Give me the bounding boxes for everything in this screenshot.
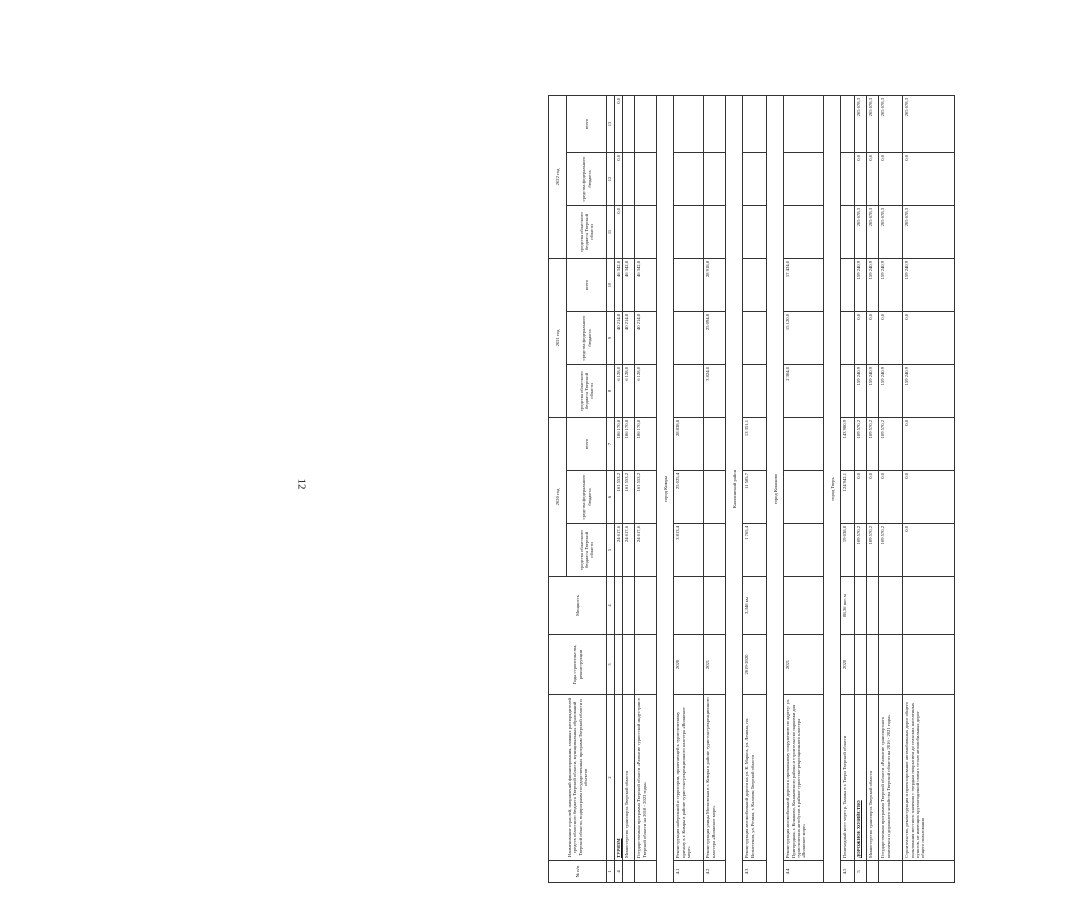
header-2021: 2021 год [549, 259, 567, 418]
value-cell: 0,0 [903, 312, 955, 365]
row-years [615, 635, 623, 695]
value-cell [743, 259, 767, 312]
row-number: 5 [855, 861, 867, 883]
row-name: Реконструкция набережной и территории, прилегающей к туристическому причалу в г. Кимры в районе туристско-рекреационного кластера «Волжское море» [674, 695, 704, 861]
row-years [903, 635, 955, 695]
column-index-cell: 12 [607, 153, 615, 206]
value-cell: 24 617,6 [615, 524, 623, 577]
value-cell: 205 678,3 [879, 96, 903, 153]
header-years: Годы строительства, реконструкции [549, 635, 607, 695]
row-number: 4 [615, 861, 623, 883]
row-power [867, 577, 879, 635]
row-years [855, 635, 867, 695]
row-power [855, 577, 867, 635]
value-cell [704, 418, 726, 471]
value-cell: 205 678,3 [903, 206, 955, 259]
row-years: 2021 [704, 635, 726, 695]
value-cell [784, 96, 824, 153]
value-cell [704, 96, 726, 153]
value-cell [674, 312, 704, 365]
header-2022-federal: средства федерального бюджета [567, 153, 607, 206]
table-row [704, 96, 726, 883]
value-cell [674, 206, 704, 259]
row-years [623, 635, 635, 695]
value-cell: 159 240,9 [867, 365, 879, 418]
value-cell: 0,0 [879, 471, 903, 524]
row-name: Государственная программа Тверской области «Развитие транспортного комплекса и дорожного хозяйства Тверской области на 2016 - 2021 годы» [879, 695, 903, 861]
table-row [841, 96, 855, 883]
table-row [635, 96, 657, 883]
value-cell: 109 570,2 [879, 524, 903, 577]
row-name: Министерство транспорта Тверской области [867, 695, 879, 861]
value-cell: 25 094,8 [704, 312, 726, 365]
row-power [674, 577, 704, 635]
value-cell [623, 96, 635, 153]
column-index-cell: 1 [607, 861, 615, 883]
value-cell: 46 342,8 [635, 259, 657, 312]
value-cell: 159 240,9 [879, 259, 903, 312]
value-cell: 28 918,8 [704, 259, 726, 312]
row-name: Реконструкция автомобильной дороги к причальному сооружению по адресу: ул. Пригородная, г. Конаково, Конаковского района и строительство парковки для туристических автобусов в районе туристско-рекреационного кластера «Волжское море» [784, 695, 824, 861]
header-power: Мощность [549, 577, 607, 635]
column-index-cell: 7 [607, 418, 615, 471]
row-power [903, 577, 955, 635]
row-number: 4.4 [784, 861, 824, 883]
row-name: Министерство транспорта Тверской области [623, 695, 635, 861]
value-cell [784, 418, 824, 471]
header-2022-total: всего [567, 96, 607, 153]
value-cell: 0,0 [879, 312, 903, 365]
value-cell [704, 471, 726, 524]
section-row [657, 96, 674, 883]
row-years: 2020 [841, 635, 855, 695]
value-cell: 0,0 [903, 471, 955, 524]
value-cell: 159 240,9 [903, 259, 955, 312]
value-cell [674, 153, 704, 206]
table-row [615, 96, 623, 883]
header-2022: 2022 год [549, 96, 567, 259]
section-title: город Конаково [767, 96, 784, 883]
value-cell [784, 524, 824, 577]
value-cell: 124 942,1 [841, 471, 855, 524]
row-name: Государственная программа Тверской области «Развитие туристской индустрии в Тверской области на 2018 - 2023 годы» [635, 695, 657, 861]
header-no: № п/п [549, 861, 607, 883]
value-cell: 109 570,2 [867, 524, 879, 577]
value-cell: 205 678,3 [867, 96, 879, 153]
value-cell: 109 570,2 [855, 418, 867, 471]
value-cell [743, 206, 767, 259]
value-cell: 40 214,8 [635, 312, 657, 365]
value-cell: 0,0 [855, 153, 867, 206]
value-cell: 159 240,9 [867, 259, 879, 312]
value-cell: 40 214,8 [623, 312, 635, 365]
row-number [635, 861, 657, 883]
column-index-cell: 2 [607, 695, 615, 861]
value-cell: 3 824,0 [704, 365, 726, 418]
table-row [867, 96, 879, 883]
row-number [879, 861, 903, 883]
page-number: 12 [295, 478, 308, 490]
column-index-cell: 11 [607, 206, 615, 259]
value-cell: 109 570,2 [879, 418, 903, 471]
row-name: Реконструкция улицы Московская в г. Кимры в районе туристско-рекреационного кластера «Волжское море» [704, 695, 726, 861]
value-cell [841, 96, 855, 153]
row-number: 4.1 [674, 861, 704, 883]
value-cell [743, 153, 767, 206]
column-index-cell: 13 [607, 96, 615, 153]
value-cell: 13 351,1 [743, 418, 767, 471]
row-name: Реконструкция автомобильной дороги на ул. К. Маркса, ул. Ленина, пл. Вознесения, ул. Речная, г. Калязин Тверской области [743, 695, 767, 861]
value-cell: 24 617,6 [623, 524, 635, 577]
section-title: город Тверь [824, 96, 841, 883]
value-cell [623, 153, 635, 206]
section-title: город Кимры [657, 96, 674, 883]
row-power [784, 577, 824, 635]
table-row [743, 96, 767, 883]
value-cell: 25 025,4 [674, 471, 704, 524]
value-cell [704, 153, 726, 206]
value-cell: 19 038,8 [841, 524, 855, 577]
value-cell: 159 240,9 [879, 365, 903, 418]
table-row [903, 96, 955, 883]
column-index-row [607, 96, 615, 883]
row-number: 4.3 [743, 861, 767, 883]
header-2022-regional: средства областного бюджета Тверской области [567, 206, 607, 259]
value-cell: 159 240,9 [855, 365, 867, 418]
row-name: ДОРОЖНОЕ ХОЗЯЙСТВО [855, 695, 867, 861]
header-2021-federal: средства федерального бюджета [567, 312, 607, 365]
row-name: Строительство, реконструкция и проектирование автомобильных дорог общего пользования местного значения с твердым покрытием до сельских населенных пунктов, не имеющих круглогодичной связи с сетью автомобильных дорог общего пользования [903, 695, 955, 861]
value-cell: 0,0 [615, 206, 623, 259]
value-cell [743, 365, 767, 418]
value-cell: 0,0 [903, 418, 955, 471]
value-cell: 46 342,8 [623, 259, 635, 312]
value-cell: 0,0 [867, 153, 879, 206]
value-cell: 11 585,7 [743, 471, 767, 524]
header-name: Наименование отраслей, направлений финансирования, главных распорядителей средств областного бюджета Тверской области, муниципальных образований Тверской области, подпрограмм государственных программ Тверской области и объектов [549, 695, 607, 861]
row-years [867, 635, 879, 695]
value-cell [841, 259, 855, 312]
value-cell [841, 206, 855, 259]
value-cell: 2 304,0 [784, 365, 824, 418]
header-2020: 2020 год [549, 418, 567, 577]
value-cell [674, 365, 704, 418]
row-years [879, 635, 903, 695]
value-cell [623, 206, 635, 259]
value-cell: 186 170,8 [635, 418, 657, 471]
value-cell [784, 471, 824, 524]
row-power [623, 577, 635, 635]
value-cell: 46 342,8 [615, 259, 623, 312]
value-cell: 205 678,3 [867, 206, 879, 259]
value-cell: 159 240,9 [903, 365, 955, 418]
row-years: 2019-2020 [743, 635, 767, 695]
value-cell: 40 214,8 [615, 312, 623, 365]
value-cell: 17 424,0 [784, 259, 824, 312]
value-cell [841, 365, 855, 418]
value-cell: 159 240,9 [855, 259, 867, 312]
value-cell [841, 153, 855, 206]
value-cell: 6 128,0 [635, 365, 657, 418]
value-cell: 0,0 [615, 96, 623, 153]
value-cell [704, 206, 726, 259]
section-row [824, 96, 841, 883]
value-cell: 0,0 [903, 153, 955, 206]
row-power [879, 577, 903, 635]
value-cell: 0,0 [615, 153, 623, 206]
value-cell: 24 617,6 [635, 524, 657, 577]
table-body [607, 96, 955, 883]
value-cell: 28 838,8 [674, 418, 704, 471]
row-number [867, 861, 879, 883]
row-number: 4.5 [841, 861, 855, 883]
column-index-cell: 9 [607, 312, 615, 365]
value-cell [743, 312, 767, 365]
row-years: 2020 [674, 635, 704, 695]
column-index-cell: 10 [607, 259, 615, 312]
table-row [674, 96, 704, 883]
value-cell [841, 312, 855, 365]
value-cell [674, 96, 704, 153]
value-cell: 109 570,2 [867, 418, 879, 471]
value-cell: 0,0 [867, 471, 879, 524]
value-cell: 6 128,0 [623, 365, 635, 418]
header-2021-regional: средства областного бюджета Тверской области [567, 365, 607, 418]
header-2021-total: всего [567, 259, 607, 312]
row-number [903, 861, 955, 883]
section-title: Калязинский район [726, 96, 743, 883]
value-cell [784, 153, 824, 206]
value-cell: 1 765,4 [743, 524, 767, 577]
row-number [623, 861, 635, 883]
value-cell: 161 553,2 [615, 471, 623, 524]
row-power [635, 577, 657, 635]
table-row [623, 96, 635, 883]
rotated-table-container [548, 96, 1088, 883]
value-cell: 0,0 [855, 471, 867, 524]
budget-table [548, 95, 955, 883]
value-cell [784, 206, 824, 259]
table-row [855, 96, 867, 883]
value-cell [704, 524, 726, 577]
value-cell: 205 678,3 [903, 96, 955, 153]
value-cell: 205 678,3 [855, 96, 867, 153]
header-2020-total: всего [567, 418, 607, 471]
row-years: 2021 [784, 635, 824, 695]
column-index-cell: 3 [607, 635, 615, 695]
row-power [704, 577, 726, 635]
row-name: Пешеходный мост через р. Тьмака в г. Твери Тверской области [841, 695, 855, 861]
value-cell: 205 678,3 [855, 206, 867, 259]
value-cell: 0,0 [855, 312, 867, 365]
value-cell: 143 980,9 [841, 418, 855, 471]
column-index-cell: 4 [607, 577, 615, 635]
value-cell: 0,0 [879, 153, 903, 206]
value-cell: 3 813,4 [674, 524, 704, 577]
value-cell: 205 678,3 [879, 206, 903, 259]
value-cell: 0,0 [867, 312, 879, 365]
table-row [879, 96, 903, 883]
value-cell: 109 570,2 [855, 524, 867, 577]
column-index-cell: 8 [607, 365, 615, 418]
row-name: ТУРИЗМ [615, 695, 623, 861]
table-row [784, 96, 824, 883]
column-index-cell: 5 [607, 524, 615, 577]
value-cell: 161 553,2 [635, 471, 657, 524]
value-cell [674, 259, 704, 312]
row-years [635, 635, 657, 695]
header-2020-regional: средства областного бюджета Тверской области [567, 524, 607, 577]
value-cell: 186 170,8 [615, 418, 623, 471]
section-row [726, 96, 743, 883]
row-number: 4.2 [704, 861, 726, 883]
value-cell: 161 553,2 [623, 471, 635, 524]
value-cell: 186 170,8 [623, 418, 635, 471]
value-cell: 0,0 [903, 524, 955, 577]
value-cell [635, 206, 657, 259]
value-cell: 15 120,0 [784, 312, 824, 365]
row-power: 88,36 пог. м [841, 577, 855, 635]
column-index-cell: 6 [607, 471, 615, 524]
row-power: 3,348 км [743, 577, 767, 635]
row-power [615, 577, 623, 635]
value-cell [635, 96, 657, 153]
value-cell [743, 96, 767, 153]
value-cell [635, 153, 657, 206]
header-2020-federal: средства федерального бюджета [567, 471, 607, 524]
value-cell: 6 128,0 [615, 365, 623, 418]
section-row [767, 96, 784, 883]
